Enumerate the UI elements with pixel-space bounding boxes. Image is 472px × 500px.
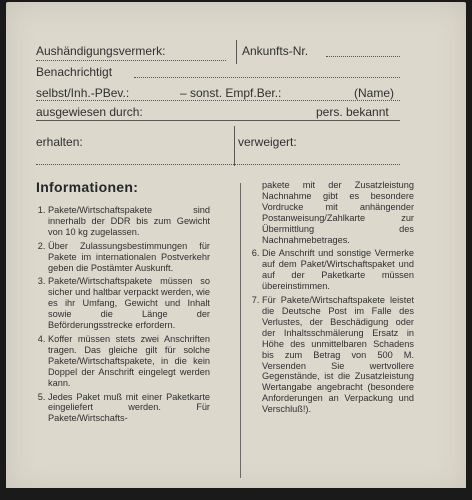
arrival-number-line [326,56,400,57]
identified-line [36,120,400,121]
info-item: 3. Pakete/Wirtschaftspakete müssen so sicher und haltbar verpackt werden, wie es ihr Umfang, Gewicht und Inhalt sowie die Länge der Beförderungsstrecke erfordern. [48,276,210,331]
info-column-left [34,205,210,427]
info-item: 6. Die Anschrift und sonstige Vermerke auf dem Paket/Wirtschaftspaket und auf der Paketkarte müssen übereinstimmen. [262,248,414,292]
info-item: 1. Pakete/Wirtschaftspakete sind innerhalb der DDR bis zum Gewicht von 10 kg zugelassen. [48,205,210,238]
received-line [36,164,400,165]
field-divider [236,40,237,64]
column-separator [240,183,241,478]
refused-label: verweigert: [238,135,297,149]
name-label: (Name) [354,86,395,100]
personally-known-label: pers. bekannt [316,105,389,119]
delivery-note-line [36,60,226,61]
notified-line [134,77,400,78]
info-column-right [248,180,414,418]
info-item: 4. Koffer müssen stets zwei Anschriften tragen. Das gleiche gilt für solche Pakete/Wirtschaftspakete, in die kein Doppel der Anschrift eingelegt werden kann. [48,334,210,389]
recipient-line [36,100,400,101]
info-item: 7. Für Pakete/Wirtschaftspakete leistet die Deutsche Post im Falle des Verlustes, der Beschädigung oder der Inhaltsschmälerung Ersatz in Höhe des unmittelbaren Schadens bis zum Betrag von 500 M. Versenden Sie wertvollere Gegenstände, ist die Zusatzleistung Wertangabe angebracht (besondere Anforderungen an Verpackung und Verschluß!). [262,295,414,415]
self-holder-label: selbst/Inh.-PBev.: [36,86,130,100]
other-recipient-label: – sonst. Empf.Ber.: [180,86,282,100]
arrival-number-label: Ankunfts-Nr. [242,44,309,58]
information-heading: Informationen: [36,179,139,195]
delivery-note-label: Aushändigungsvermerk: [36,44,166,58]
info-item: 5. Jedes Paket muß mit einer Paketkarte eingeliefert werden. Für Pakete/Wirtschafts- [48,392,210,425]
notified-label: Benachrichtigt [36,65,113,79]
info-continuation: pakete mit der Zusatzleistung Nachnahme gibt es besondere Vordrucke mit anhängender Postanweisung/Zahlkarte zur Übermittlung des Nachnahmebetrages. [262,180,414,245]
identified-by-label: ausgewiesen durch: [36,105,143,119]
info-item: 2. Über Zulassungsbestimmungen für Pakete im internationalen Postverkehr geben die Postämter Auskunft. [48,241,210,274]
background-edge [0,488,472,500]
field-divider-2 [234,126,235,166]
received-label: erhalten: [36,135,83,149]
